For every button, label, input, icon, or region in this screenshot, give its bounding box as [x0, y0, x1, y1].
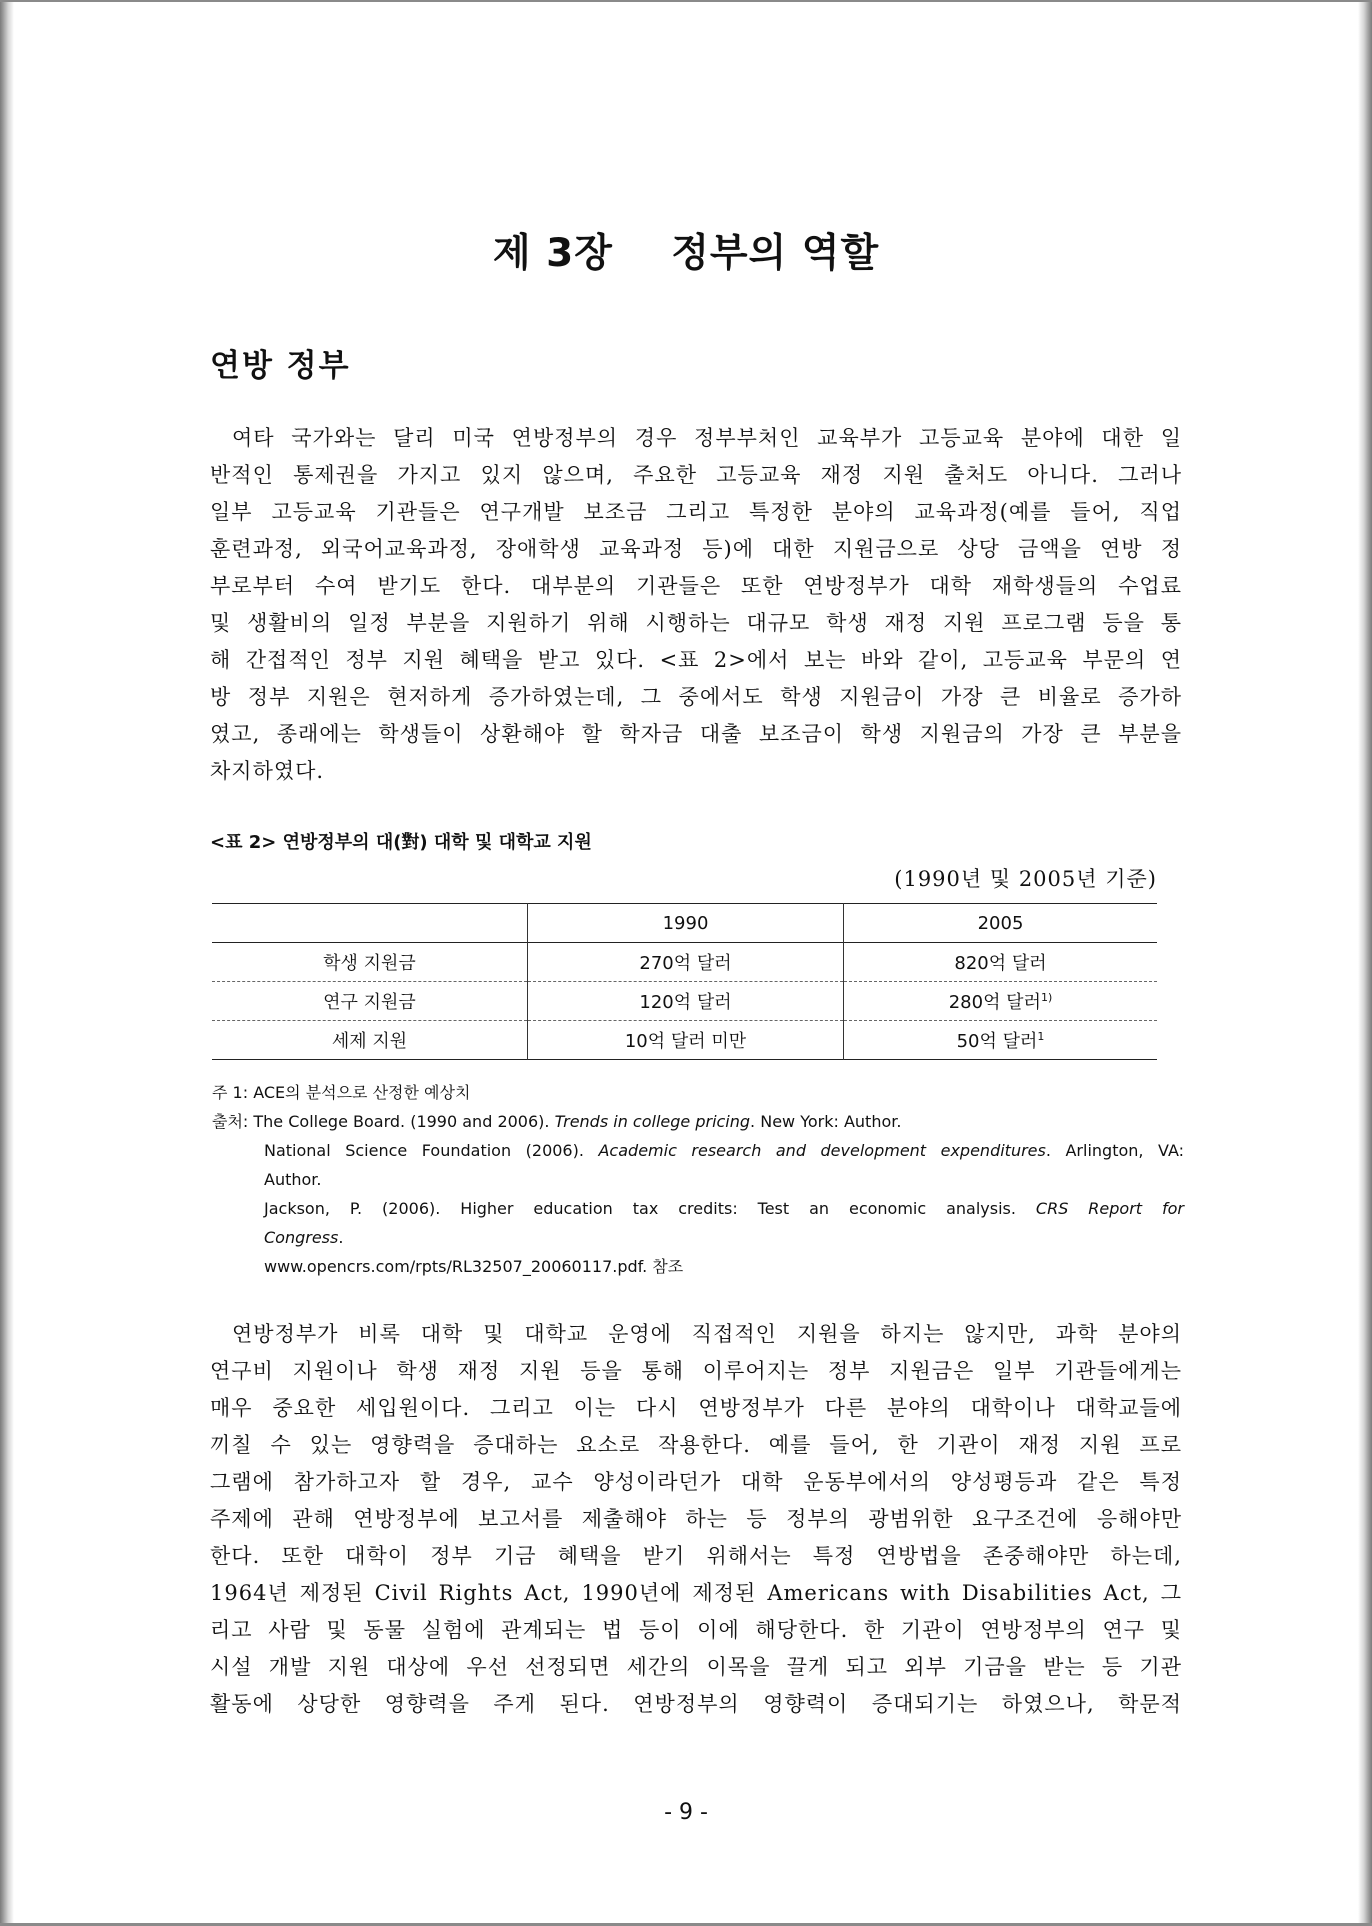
- cell-2005: 280억 달러$^{1)}$: [844, 982, 1158, 1021]
- paragraph-2: [210, 1316, 1182, 1723]
- paragraph-line: 부로부터 수여 받기도 한다. 대부분의 기관들은 또한 연방정부가 대학 재학생들의 수업료: [210, 574, 1182, 598]
- paragraph-line: 주제에 관해 연방정부에 보고서를 제출해야 하는 등 정부의 광범위한 요구조건에 응해야만: [210, 1507, 1182, 1531]
- cell-1990: 10억 달러 미만: [528, 1021, 844, 1060]
- paragraph-line: 반적인 통제권을 가지고 있지 않으며, 주요한 고등교육 재정 지원 출처도 아니다. 그러나: [210, 463, 1182, 487]
- paragraph-line: 차지하였다.: [210, 759, 325, 783]
- chapter-title: 제 3장 정부의 역할: [492, 231, 880, 276]
- page-number: - 9 -: [664, 1800, 708, 1825]
- row-label: 학생 지원금: [323, 953, 416, 974]
- cell-1990: 270억 달러: [528, 943, 844, 982]
- paragraph-line: 끼칠 수 있는 영향력을 증대하는 요소로 작용한다. 예를 들어, 한 기관이 재정 지원 프로: [210, 1433, 1182, 1457]
- table-header-cell: [212, 904, 528, 943]
- source-3: Jackson, P. (2006). Higher education tax credits: Test an economic analysis. CRS Report for: [264, 1199, 1185, 1218]
- paragraph-line: 한다. 또한 대학이 정부 기금 혜택을 받기 위해서는 특정 연방법을 존중해야만 하는데,: [210, 1544, 1182, 1568]
- table-row: [212, 982, 1157, 1021]
- paragraph-line: 일부 고등교육 기관들은 연구개발 보조금 그리고 특정한 분야의 교육과정(예를 들어, 직업: [210, 500, 1182, 524]
- page-shadow-right: [1358, 0, 1372, 1926]
- paragraph-line: 훈련과정, 외국어교육과정, 장애학생 교육과정 등)에 대한 지원금으로 상당 금액을 연방 정: [210, 537, 1182, 561]
- section-heading: 연방 정부: [210, 348, 351, 384]
- cell-2005: 50억 달러$^1$: [844, 1021, 1158, 1060]
- paragraph-line: 해 간접적인 정부 지원 혜택을 받고 있다. <표 2>에서 보는 바와 같이, 고등교육 부문의 연: [210, 648, 1182, 672]
- row-label: 세제 지원: [331, 1031, 408, 1052]
- paragraph-line: 연방정부가 비록 대학 및 대학교 운영에 직접적인 지원을 하지는 않지만, 과학 분야의: [232, 1322, 1182, 1346]
- paragraph-line: 매우 중요한 세입원이다. 그리고 이는 다시 연방정부가 다른 분야의 대학이나 대학교들에: [210, 1396, 1182, 1420]
- table-row: [212, 943, 1157, 982]
- paragraph-line: 방 정부 지원은 현저하게 증가하였는데, 그 중에서도 학생 지원금이 가장 큰 비율로 증가하: [210, 685, 1182, 709]
- footnote-1: 주 1: ACE의 분석으로 산정한 예상치: [212, 1083, 471, 1102]
- table-caption: <표 2> 연방정부의 대(對) 대학 및 대학교 지원: [210, 832, 592, 853]
- source-2-continued: Author.: [264, 1170, 322, 1189]
- source-3-continued: Congress.: [264, 1228, 344, 1247]
- page-shadow-left: [0, 0, 14, 1926]
- paragraph-line: 여타 국가와는 달리 미국 연방정부의 경우 정부부처인 교육부가 고등교육 분야에 대한 일: [232, 426, 1182, 450]
- footnote-mark: 1: [1037, 1030, 1045, 1043]
- table-row: [212, 1021, 1157, 1060]
- table-notes: [212, 1078, 1184, 1281]
- table-header-cell: 2005: [844, 904, 1158, 943]
- source-1: 출처: The College Board. (1990 and 2006). Trends in college pricing. New York: Author.: [212, 1112, 902, 1131]
- cell-2005: 820억 달러: [844, 943, 1158, 982]
- paragraph-line: 였고, 종래에는 학생들이 상환해야 할 학자금 대출 보조금이 학생 지원금의 가장 큰 부분을: [210, 722, 1182, 746]
- paragraph-line: 1964년 제정된 Civil Rights Act, 1990년에 제정된 Americans with Disabilities Act, 그: [210, 1581, 1182, 1605]
- source-2: National Science Foundation (2006). Academic research and development expenditures. Arlington, VA:: [264, 1141, 1184, 1160]
- table-header-row: [212, 904, 1157, 943]
- federal-support-table: [212, 903, 1157, 1060]
- cell-1990: 120억 달러: [528, 982, 844, 1021]
- page-border-top: [0, 0, 1372, 2]
- table-basis-note: (1990년 및 2005년 기준): [894, 867, 1157, 891]
- paragraph-line: 그램에 참가하고자 할 경우, 교수 양성이라던가 대학 운동부에서의 양성평등과 같은 특정: [210, 1470, 1182, 1494]
- source-3-url: www.opencrs.com/rpts/RL32507_20060117.pdf. 참조: [264, 1257, 684, 1276]
- paragraph-line: 활동에 상당한 영향력을 주게 된다. 연방정부의 영향력이 증대되기는 하였으나, 학문적: [210, 1692, 1182, 1716]
- row-label: 연구 지원금: [323, 992, 416, 1013]
- table-header-cell: 1990: [528, 904, 844, 943]
- footnote-mark: 1): [1040, 991, 1053, 1004]
- paragraph-line: 시설 개발 지원 대상에 우선 선정되면 세간의 이목을 끌게 되고 외부 기금을 받는 등 기관: [210, 1655, 1182, 1679]
- paragraph-line: 연구비 지원이나 학생 재정 지원 등을 통해 이루어지는 정부 지원금은 일부 기관들에게는: [210, 1359, 1182, 1383]
- paragraph-line: 및 생활비의 일정 부분을 지원하기 위해 시행하는 대규모 학생 재정 지원 프로그램 등을 통: [210, 611, 1182, 635]
- paragraph-1: [210, 420, 1182, 790]
- paragraph-line: 리고 사람 및 동물 실험에 관계되는 법 등이 이에 해당한다. 한 기관이 연방정부의 연구 및: [210, 1618, 1182, 1642]
